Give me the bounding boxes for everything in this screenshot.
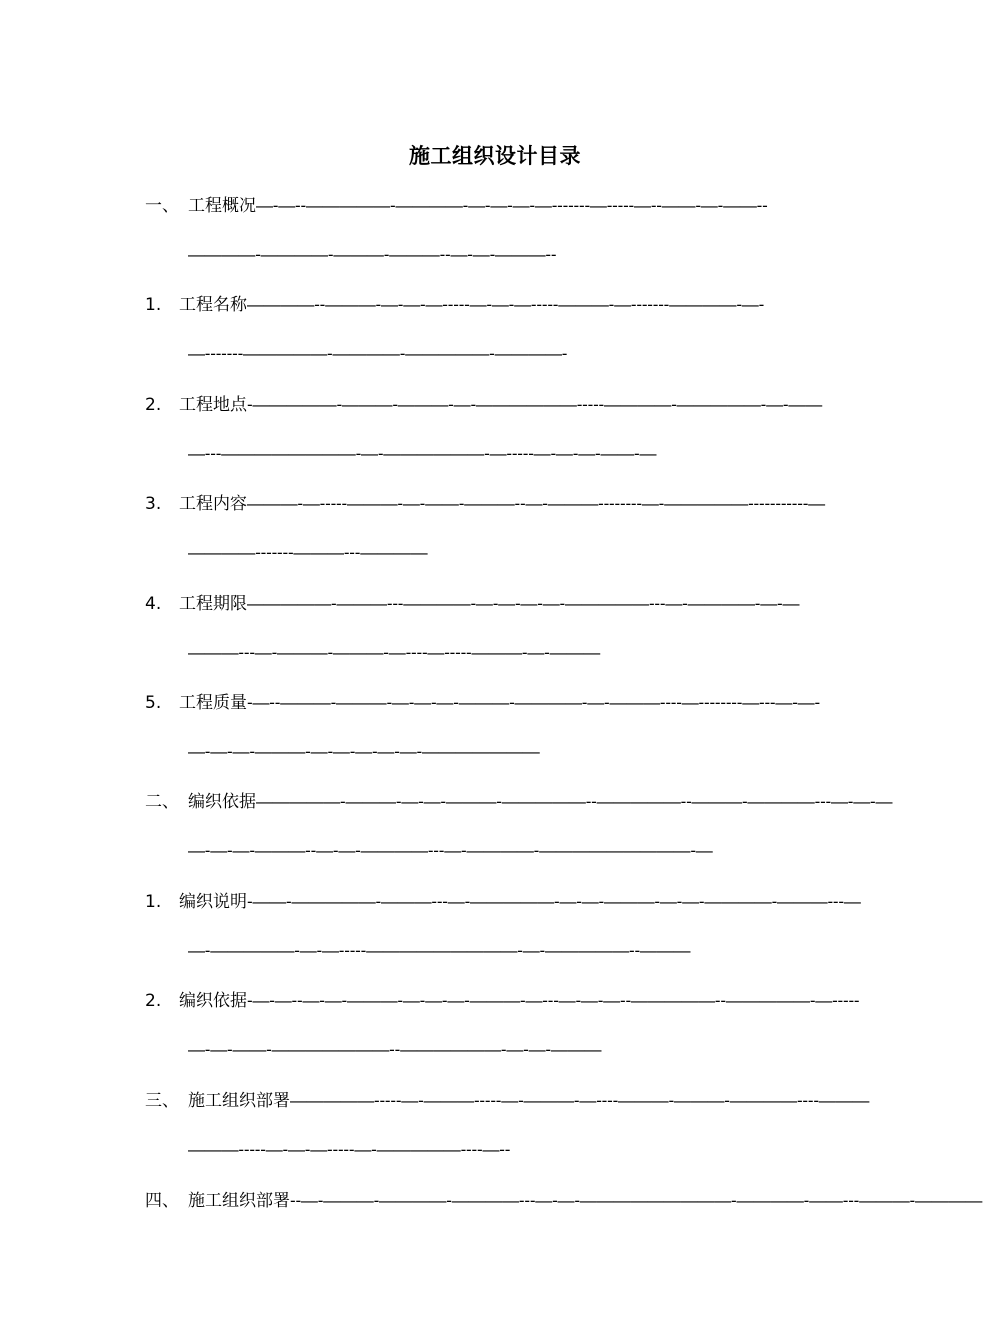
entry-label: 工程名称 — [179, 295, 247, 315]
leader-dashes: -—--———-———-—-—-—-———-————-—-———----—--------—---—-—- — [247, 693, 820, 712]
entry-label: 编织依据 — [188, 792, 256, 812]
leader-dashes: —-—-—-———--—-—-————---—-————-—————————-— — [188, 841, 713, 860]
toc-entry-leader-continuation — [188, 638, 601, 668]
leader-dashes: —---————————-—-——————-—-----—-—-—-——-— — [188, 444, 657, 463]
section-marker: 一、 — [145, 196, 179, 216]
entry-label: 编织说明 — [179, 892, 247, 912]
section-marker: 三、 — [145, 1091, 179, 1111]
leader-dashes: —————-----—-———-----—-———-—----———-———-————----——— — [290, 1091, 870, 1110]
leader-dashes: -—-—--—-—-———-—-—-—-———-—---—-—-—--—————--—————-—----- — [247, 991, 860, 1010]
toc-entry-general-overview[interactable] — [145, 191, 835, 221]
toc-entry-leader-continuation — [188, 439, 686, 469]
leader-dashes: ————-------———---———— — [188, 543, 428, 562]
item-number: 4. — [145, 594, 162, 614]
toc-entry-leader-continuation — [188, 240, 564, 270]
entry-label: 施工组织部署 — [188, 1191, 290, 1211]
toc-entry-leader-continuation — [188, 836, 713, 866]
item-number: 3. — [145, 494, 162, 514]
toc-entry-compilation-basis-sub[interactable] — [145, 986, 860, 1016]
toc-entry-project-duration[interactable] — [145, 589, 837, 619]
item-number: 2. — [145, 395, 162, 415]
toc-entry-project-name[interactable] — [145, 290, 793, 320]
toc-entry-project-quality[interactable] — [145, 688, 820, 718]
toc-entry-leader-continuation — [188, 1035, 602, 1065]
leader-dashes: —-------—————-————-—————-————- — [188, 344, 568, 363]
entry-label: 工程期限 — [179, 594, 247, 614]
leader-dashes: --—-———-————-————---—-—-—————————-————-——---———-———— — [290, 1191, 983, 1210]
toc-entry-leader-continuation — [188, 936, 691, 966]
item-number: 5. — [145, 693, 162, 713]
leader-dashes: —-—————-—-—-----—————————-—-—————--——— — [188, 941, 691, 960]
toc-entry-construction-deployment-2[interactable] — [145, 1186, 983, 1216]
entry-label: 施工组织部署 — [188, 1091, 290, 1111]
leader-dashes: —————-———---————-—-—-—-—-—————---—-————-—-— — [247, 594, 800, 613]
leader-dashes: ———---—-———-———-—----—-----———-—-——— — [188, 643, 601, 662]
page-title: 施工组织设计目录 — [409, 144, 581, 168]
leader-dashes: -——-—————-———---—-—————-—-—-———-—-—-————-———---— — [247, 892, 861, 911]
leader-dashes: —-—-——-———————--——————-—-—-——— — [188, 1040, 602, 1059]
toc-entry-leader-continuation — [188, 737, 540, 767]
entry-label: 工程质量 — [179, 693, 247, 713]
toc-entry-compilation-basis[interactable] — [145, 787, 893, 817]
section-marker: 四、 — [145, 1191, 179, 1211]
leader-dashes: ———-----—-—-—-----—-—————----—-- — [188, 1140, 511, 1159]
leader-dashes: —-—-—-———-—-—-—-—-—-——————— — [188, 742, 540, 761]
toc-entry-project-content[interactable] — [145, 489, 843, 519]
item-number: 1. — [145, 892, 162, 912]
toc-entry-leader-continuation — [188, 538, 469, 568]
toc-entry-leader-continuation — [188, 1135, 511, 1165]
toc-entry-compilation-notes[interactable] — [145, 887, 861, 917]
leader-dashes: -—————-———-———-—-——————-----————-—————-—-—— — [247, 395, 822, 414]
leader-dashes: —————-———-—-—-———-—————--—————--———-————---—-—-— — [256, 792, 893, 811]
item-number: 1. — [145, 295, 162, 315]
entry-label: 工程地点 — [179, 395, 247, 415]
entry-label: 工程内容 — [179, 494, 247, 514]
leader-dashes: ———-—-----———-—-——-———--—-———--------—-—————-----------— — [247, 494, 825, 513]
leader-dashes: ————-————-———-———--—-—-———-- — [188, 245, 557, 264]
leader-dashes: ————--———-—-—-—-----—-—-—-----———-—-------————-—- — [247, 295, 765, 314]
entry-label: 工程概况 — [188, 196, 256, 216]
section-marker: 二、 — [145, 792, 179, 812]
toc-entry-project-location[interactable] — [145, 390, 831, 420]
entry-label: 编织依据 — [179, 991, 247, 1011]
toc-entry-construction-deployment[interactable] — [145, 1086, 870, 1116]
toc-entry-leader-continuation — [188, 339, 568, 369]
item-number: 2. — [145, 991, 162, 1011]
leader-dashes: —-—--—————-————-—-—-—-—-------—-----—--——-—-——-- — [256, 196, 768, 215]
